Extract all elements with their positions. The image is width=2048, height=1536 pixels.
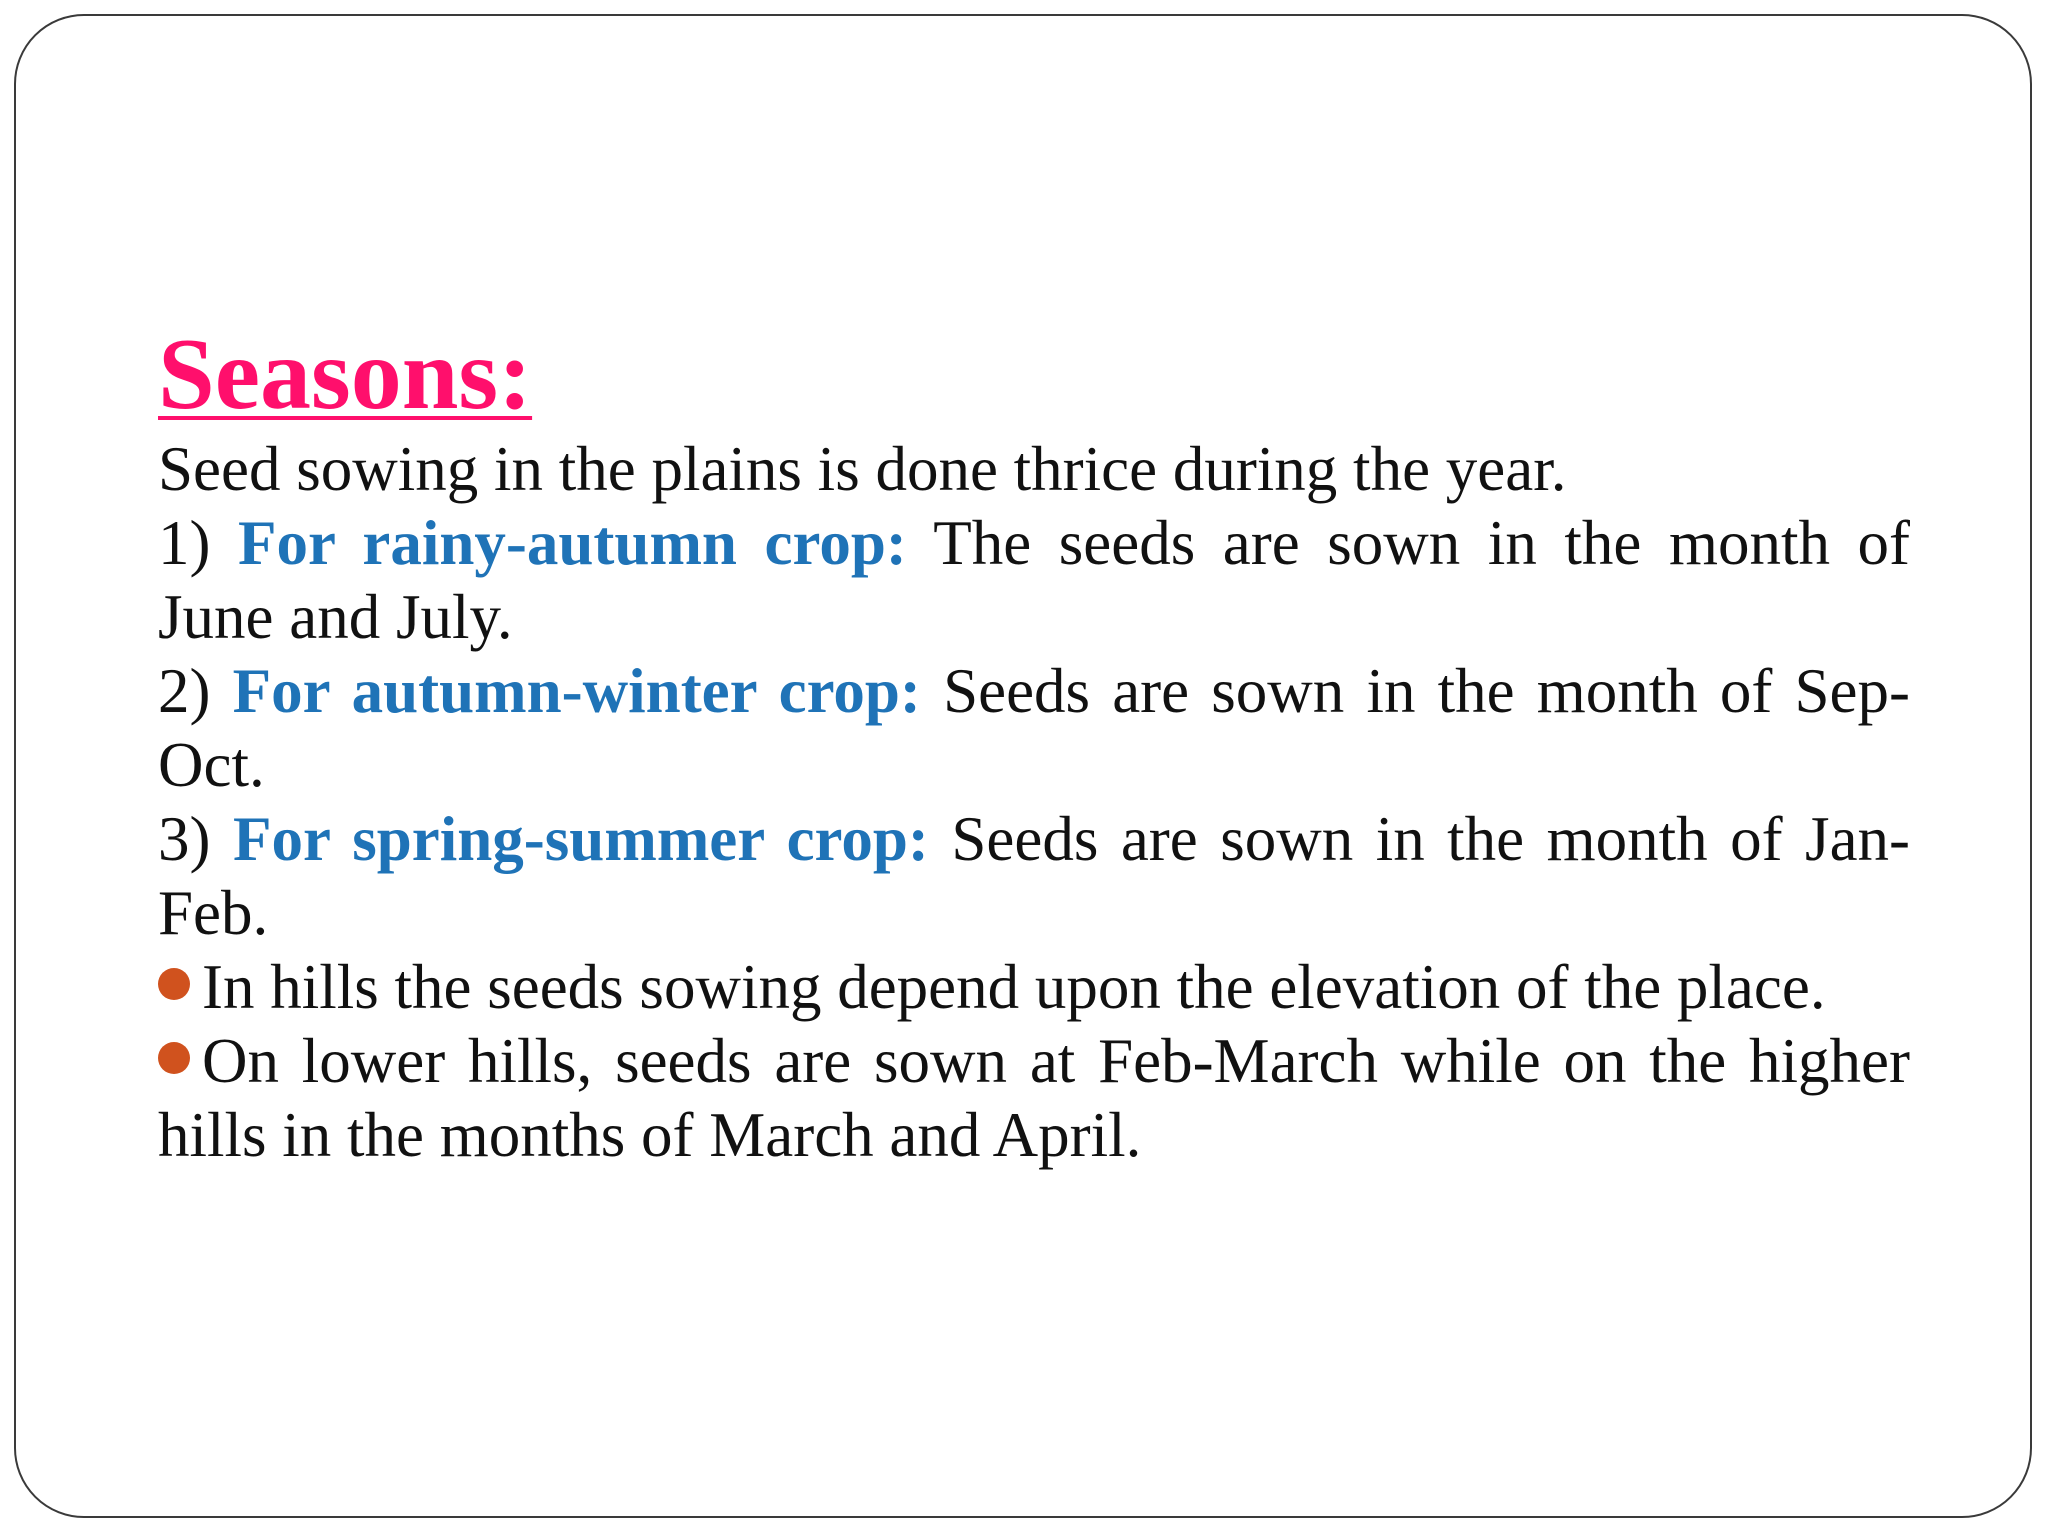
season-item-number: 2)	[158, 656, 211, 726]
bullet-text: In hills the seeds sowing depend upon the elevation of the place.	[202, 952, 1826, 1022]
season-item-number: 3)	[158, 804, 211, 874]
bullet-item-1	[158, 950, 1910, 1024]
season-item-label: For autumn-winter crop:	[232, 656, 921, 726]
season-item-text: Seeds are sown in the month of Jan-Feb.	[158, 804, 1911, 948]
season-item-text: Seeds are sown in the month of Sep-Oct.	[158, 656, 1910, 800]
slide-title: Seasons:	[158, 318, 533, 431]
bullet-dot-icon	[158, 968, 190, 1000]
season-item-2	[158, 654, 1910, 802]
season-item-1	[158, 506, 1910, 654]
season-item-number: 1)	[158, 508, 211, 578]
intro-text: Seed sowing in the plains is done thrice during the year.	[158, 434, 1567, 504]
bullet-text: On lower hills, seeds are sown at Feb-March while on the higher hills in the months of March and April.	[158, 1026, 1910, 1170]
bullet-item-2	[158, 1024, 1910, 1172]
season-item-3	[158, 802, 1910, 950]
bullet-dot-icon	[158, 1042, 190, 1074]
season-item-text: The seeds are sown in the month of June and July.	[158, 508, 1910, 652]
season-item-label: For rainy-autumn crop:	[238, 508, 907, 578]
season-item-label: For spring-summer crop:	[232, 804, 929, 874]
slide-content	[158, 318, 1910, 1172]
